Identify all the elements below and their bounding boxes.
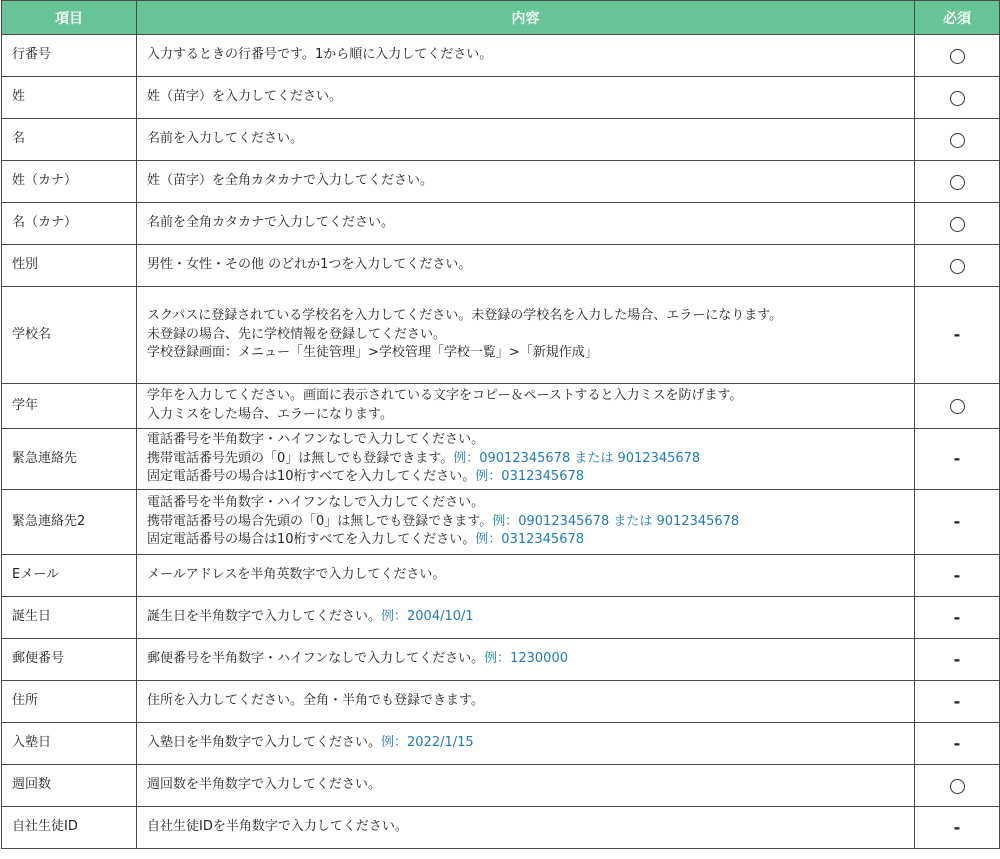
- description-text: 電話番号を半角数字・ハイフンなしで入力してください。: [147, 431, 485, 447]
- description-text: 学校登録画面：メニュー「生徒管理」>学校管理「学校一覧」>「新規作成」: [147, 345, 598, 361]
- description-line: [147, 46, 904, 65]
- required-circle-icon: [950, 217, 965, 232]
- description-text: 入力ミスをした場合、エラーになります。: [147, 407, 393, 422]
- description-text: 固定電話番号の場合は10桁すべてを入力してください。: [147, 469, 476, 485]
- table-row: [2, 807, 1000, 849]
- description-text: 自社生徒IDを半角数字で入力してください。: [147, 819, 408, 835]
- required-cell: [915, 597, 1000, 639]
- description-cell: [137, 119, 915, 161]
- description-cell: [137, 490, 915, 555]
- table-body: [2, 35, 1000, 849]
- required-circle-icon: [950, 91, 965, 106]
- example-text: 例：09012345678 または 9012345678: [492, 513, 740, 529]
- field-name-cell: 週回数: [2, 765, 137, 807]
- field-name-cell: 入塾日: [2, 723, 137, 765]
- description-cell: [137, 161, 915, 203]
- description-line: [147, 450, 904, 469]
- not-required-dash: -: [953, 691, 961, 711]
- description-text: 電話番号を半角数字・ハイフンなしで入力してください。: [147, 494, 485, 510]
- required-circle-icon: [950, 175, 965, 190]
- table-row: [2, 245, 1000, 287]
- table-row: [2, 597, 1000, 639]
- required-cell: [915, 161, 1000, 203]
- not-required-dash: -: [953, 649, 961, 669]
- not-required-dash: -: [953, 817, 961, 837]
- field-name-cell: 名（カナ）: [2, 203, 137, 245]
- required-cell: [915, 765, 1000, 807]
- field-name-cell: 学校名: [2, 287, 137, 384]
- description-text: メールアドレスを半角英数字で入力してください。: [147, 567, 446, 583]
- required-cell: [915, 807, 1000, 849]
- description-text: 男性・女性・その他 のどれか1つを入力してください。: [147, 257, 472, 273]
- description-text: 未登録の場合、先に学校情報を登録してください。: [147, 326, 447, 342]
- header-required: 必須: [915, 1, 1000, 35]
- description-text: 誕生日を半角数字で入力してください。: [147, 609, 382, 625]
- description-cell: [137, 287, 915, 384]
- description-line: [147, 172, 904, 191]
- field-name-cell: 名: [2, 119, 137, 161]
- description-line: [147, 326, 904, 345]
- description-line: [147, 307, 904, 326]
- not-required-dash: -: [953, 565, 961, 585]
- required-cell: [915, 119, 1000, 161]
- description-line: [147, 566, 904, 585]
- field-name-cell: 性別: [2, 245, 137, 287]
- table-row: [2, 119, 1000, 161]
- description-cell: [137, 723, 915, 765]
- table-row: [2, 723, 1000, 765]
- description-cell: [137, 597, 915, 639]
- header-item: 項目: [2, 1, 137, 35]
- required-cell: [915, 723, 1000, 765]
- not-required-dash: -: [953, 449, 961, 469]
- required-circle-icon: [950, 779, 965, 794]
- example-text: 例：0312345678: [475, 469, 585, 485]
- table-row: [2, 490, 1000, 555]
- example-text: 例：1230000: [484, 651, 568, 667]
- field-name-cell: 郵便番号: [2, 639, 137, 681]
- example-text: 例：09012345678 または 9012345678: [453, 450, 701, 466]
- example-text: 例：2022/1/15: [381, 735, 474, 751]
- description-text: 学年を入力してください。画面に表示されている文字をコピー＆ペーストすると入力ミスを防げます。: [147, 388, 743, 404]
- required-cell: [915, 555, 1000, 597]
- description-line: [147, 650, 904, 669]
- table-row: [2, 639, 1000, 681]
- table-header-row: [2, 1, 1000, 35]
- description-cell: [137, 639, 915, 681]
- description-text: 郵便番号を半角数字・ハイフンなしで入力してください。: [147, 651, 485, 667]
- description-line: [147, 387, 904, 406]
- required-cell: [915, 203, 1000, 245]
- description-text: 携帯電話番号先頭の「0」は無しでも登録できます。: [147, 450, 454, 466]
- description-line: [147, 406, 904, 425]
- field-name-cell: 誕生日: [2, 597, 137, 639]
- field-name-cell: 緊急連絡先2: [2, 490, 137, 555]
- description-text: 週回数を半角数字で入力してください。: [147, 777, 382, 793]
- description-line: [147, 818, 904, 837]
- description-line: [147, 256, 904, 275]
- field-name-cell: 学年: [2, 384, 137, 429]
- not-required-dash: -: [953, 325, 961, 345]
- description-line: [147, 692, 904, 711]
- description-cell: [137, 384, 915, 429]
- description-line: [147, 513, 904, 532]
- table-row: [2, 555, 1000, 597]
- example-text: 例：0312345678: [475, 532, 585, 548]
- description-line: [147, 494, 904, 513]
- table-row: [2, 161, 1000, 203]
- description-line: [147, 88, 904, 107]
- description-line: [147, 214, 904, 233]
- description-line: [147, 130, 904, 149]
- description-line: [147, 776, 904, 795]
- header-content: 内容: [137, 1, 915, 35]
- required-circle-icon: [950, 49, 965, 64]
- table-row: [2, 384, 1000, 429]
- description-cell: [137, 765, 915, 807]
- table-row: [2, 681, 1000, 723]
- field-name-cell: 緊急連絡先: [2, 429, 137, 490]
- required-cell: [915, 681, 1000, 723]
- description-line: [147, 344, 904, 363]
- description-text: 入塾日を半角数字で入力してください。: [147, 735, 382, 751]
- field-name-cell: Eメール: [2, 555, 137, 597]
- description-text: 姓（苗字）を全角カタカナで入力してください。: [147, 173, 434, 189]
- description-cell: [137, 429, 915, 490]
- table-row: [2, 429, 1000, 490]
- description-text: 名前を全角カタカナで入力してください。: [147, 215, 395, 231]
- field-name-cell: 住所: [2, 681, 137, 723]
- description-text: 姓（苗字）を入力してください。: [147, 89, 343, 105]
- description-cell: [137, 807, 915, 849]
- required-circle-icon: [950, 133, 965, 148]
- description-text: 携帯電話番号の場合先頭の「0」は無しでも登録できます。: [147, 513, 493, 529]
- required-cell: [915, 490, 1000, 555]
- description-cell: [137, 203, 915, 245]
- required-cell: [915, 35, 1000, 77]
- field-name-cell: 行番号: [2, 35, 137, 77]
- example-text: 例：2004/10/1: [381, 609, 474, 625]
- description-cell: [137, 555, 915, 597]
- required-cell: [915, 287, 1000, 384]
- field-name-cell: 姓（カナ）: [2, 161, 137, 203]
- table-row: [2, 35, 1000, 77]
- table-row: [2, 765, 1000, 807]
- description-text: 名前を入力してください。: [147, 131, 304, 147]
- table-row: [2, 287, 1000, 384]
- description-text: 入力するときの行番号です。1から順に入力してください。: [147, 47, 493, 63]
- description-line: [147, 608, 904, 627]
- description-cell: [137, 35, 915, 77]
- description-line: [147, 468, 904, 487]
- required-circle-icon: [950, 259, 965, 274]
- description-text: 住所を入力してください。全角・半角でも登録できます。: [147, 693, 484, 709]
- description-line: [147, 531, 904, 550]
- not-required-dash: -: [953, 733, 961, 753]
- description-cell: [137, 77, 915, 119]
- required-circle-icon: [950, 399, 965, 414]
- field-name-cell: 姓: [2, 77, 137, 119]
- field-spec-table: [1, 0, 1000, 849]
- required-cell: [915, 429, 1000, 490]
- not-required-dash: -: [953, 512, 961, 532]
- description-text: スクパスに登録されている学校名を入力してください。未登録の学校名を入力した場合、エラーになります。: [147, 307, 783, 323]
- required-cell: [915, 639, 1000, 681]
- description-line: [147, 431, 904, 450]
- required-cell: [915, 384, 1000, 429]
- description-cell: [137, 681, 915, 723]
- description-line: [147, 734, 904, 753]
- table-row: [2, 203, 1000, 245]
- required-cell: [915, 77, 1000, 119]
- required-cell: [915, 245, 1000, 287]
- not-required-dash: -: [953, 607, 961, 627]
- table-row: [2, 77, 1000, 119]
- description-cell: [137, 245, 915, 287]
- field-name-cell: 自社生徒ID: [2, 807, 137, 849]
- description-text: 固定電話番号の場合は10桁すべてを入力してください。: [147, 532, 476, 548]
